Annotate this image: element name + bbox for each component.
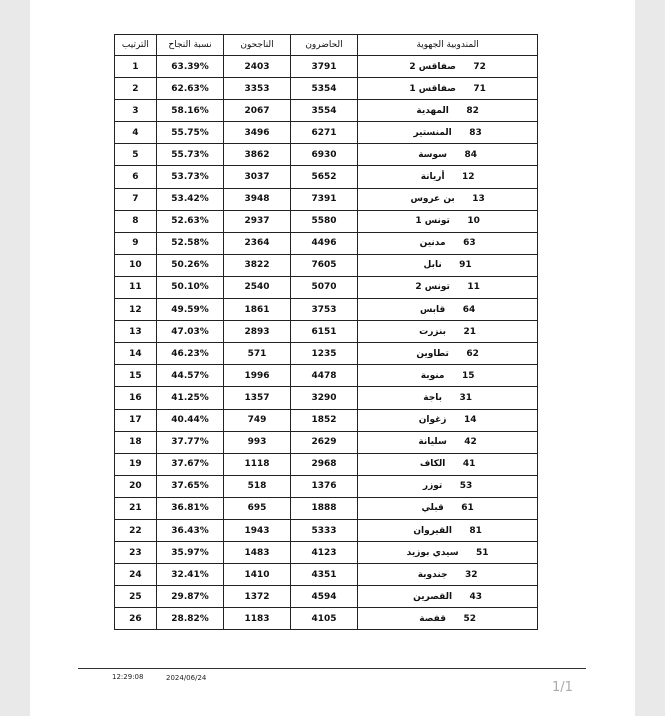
governorate-name: الكاف: [419, 459, 446, 470]
rate-cell: 44.57%: [156, 365, 224, 387]
present-cell: 3554: [290, 100, 358, 122]
governorate-code: 10: [467, 216, 480, 227]
governorate-cell: [358, 321, 538, 343]
rate-cell: 50.10%: [156, 276, 224, 298]
header-successful: الناجحون: [224, 35, 290, 56]
governorate-cell: [358, 387, 538, 409]
governorate-name: قفصة: [419, 613, 446, 624]
governorate-cell: [358, 519, 538, 541]
governorate-name: باجة: [423, 392, 442, 403]
governorate-cell: [358, 299, 538, 321]
governorate-name: نابل: [423, 260, 442, 271]
governorate-cell: [358, 254, 538, 276]
table-row: [115, 497, 538, 519]
rate-cell: 41.25%: [156, 387, 224, 409]
header-present: الحاضرون: [290, 35, 358, 56]
rate-cell: 53.73%: [156, 166, 224, 188]
rank-cell: 18: [115, 431, 157, 453]
rate-cell: 52.63%: [156, 210, 224, 232]
successful-cell: 1861: [224, 299, 290, 321]
governorate-code: 43: [469, 591, 483, 602]
governorate-name: سليانة: [418, 437, 447, 448]
rank-cell: 22: [115, 519, 157, 541]
present-cell: 7391: [290, 188, 358, 210]
table-row: [115, 254, 538, 276]
rate-cell: 29.87%: [156, 586, 224, 608]
rank-cell: 12: [115, 299, 157, 321]
rank-cell: 14: [115, 343, 157, 365]
successful-cell: 1118: [224, 453, 290, 475]
rate-cell: 37.65%: [156, 475, 224, 497]
table-row: [115, 299, 538, 321]
successful-cell: 3862: [224, 144, 290, 166]
governorate-name: المهدية: [416, 105, 449, 116]
governorate-name: سوسة: [418, 149, 448, 160]
table-row: [115, 276, 538, 298]
rank-cell: 23: [115, 542, 157, 564]
governorate-code: 11: [467, 282, 480, 293]
governorate-name: تونس 2: [415, 282, 450, 293]
governorate-name: مدنين: [419, 238, 446, 249]
rank-cell: 9: [115, 232, 157, 254]
rate-cell: 28.82%: [156, 608, 224, 630]
footer-date: 2024/06/24: [166, 674, 207, 682]
table-header-row: [115, 35, 538, 56]
governorate-cell: [358, 453, 538, 475]
header-rank: الترتيب: [115, 35, 157, 56]
rank-cell: 19: [115, 453, 157, 475]
governorate-code: 64: [462, 304, 476, 315]
governorate-code: 14: [463, 415, 477, 426]
governorate-code: 83: [469, 127, 482, 138]
present-cell: 1888: [290, 497, 358, 519]
present-cell: 4105: [290, 608, 358, 630]
rank-cell: 20: [115, 475, 157, 497]
governorate-name: زغوان: [418, 415, 447, 426]
governorate-cell: [358, 232, 538, 254]
successful-cell: 1183: [224, 608, 290, 630]
governorate-code: 51: [476, 547, 489, 558]
present-cell: 5652: [290, 166, 358, 188]
governorate-code: 12: [462, 172, 475, 183]
table-row: [115, 343, 538, 365]
header-rate: نسبة النجاح: [156, 35, 224, 56]
rate-cell: 40.44%: [156, 409, 224, 431]
table-row: [115, 564, 538, 586]
rank-cell: 15: [115, 365, 157, 387]
rank-cell: 7: [115, 188, 157, 210]
governorate-cell: [358, 542, 538, 564]
table-row: [115, 100, 538, 122]
successful-cell: 2540: [224, 276, 290, 298]
governorate-code: 15: [461, 370, 475, 381]
governorate-name: صفاقس 1: [409, 83, 456, 94]
table-row: [115, 144, 538, 166]
successful-cell: 3037: [224, 166, 290, 188]
governorate-code: 91: [459, 260, 472, 271]
rate-cell: 46.23%: [156, 343, 224, 365]
present-cell: 5354: [290, 78, 358, 100]
governorate-cell: [358, 188, 538, 210]
governorate-cell: [358, 365, 538, 387]
governorate-code: 71: [473, 83, 486, 94]
rank-cell: 2: [115, 78, 157, 100]
successful-cell: 2364: [224, 232, 290, 254]
governorate-cell: [358, 586, 538, 608]
governorate-code: 82: [466, 105, 479, 116]
rate-cell: 55.73%: [156, 144, 224, 166]
present-cell: 7605: [290, 254, 358, 276]
governorate-cell: [358, 100, 538, 122]
rank-cell: 4: [115, 122, 157, 144]
governorate-cell: [358, 78, 538, 100]
header-governorate: المندوبية الجهوية: [358, 35, 538, 56]
governorate-cell: [358, 166, 538, 188]
governorate-cell: [358, 122, 538, 144]
governorate-name: جندوبة: [417, 569, 448, 580]
governorate-code: 63: [463, 238, 476, 249]
rank-cell: 26: [115, 608, 157, 630]
governorate-cell: [358, 497, 538, 519]
governorate-cell: [358, 564, 538, 586]
governorate-name: قبلي: [421, 503, 444, 514]
results-table: [114, 34, 538, 630]
governorate-cell: [358, 144, 538, 166]
rate-cell: 55.75%: [156, 122, 224, 144]
rate-cell: 50.26%: [156, 254, 224, 276]
successful-cell: 3496: [224, 122, 290, 144]
governorate-code: 72: [473, 61, 486, 72]
footer-time: 12:29:08: [112, 673, 144, 681]
rate-cell: 62.63%: [156, 78, 224, 100]
present-cell: 4594: [290, 586, 358, 608]
governorate-name: تونس 1: [415, 216, 450, 227]
rank-cell: 13: [115, 321, 157, 343]
successful-cell: 1357: [224, 387, 290, 409]
table-row: [115, 387, 538, 409]
present-cell: 1235: [290, 343, 358, 365]
governorate-code: 21: [463, 326, 477, 337]
rank-cell: 3: [115, 100, 157, 122]
successful-cell: 749: [224, 409, 290, 431]
present-cell: 6271: [290, 122, 358, 144]
table-row: [115, 210, 538, 232]
successful-cell: 2937: [224, 210, 290, 232]
table-row: [115, 519, 538, 541]
rank-cell: 8: [115, 210, 157, 232]
governorate-cell: [358, 56, 538, 78]
rate-cell: 35.97%: [156, 542, 224, 564]
governorate-cell: [358, 343, 538, 365]
successful-cell: 695: [224, 497, 290, 519]
table-row: [115, 453, 538, 475]
governorate-name: بن عروس: [410, 194, 455, 205]
rate-cell: 37.67%: [156, 453, 224, 475]
rate-cell: 47.03%: [156, 321, 224, 343]
rate-cell: 32.41%: [156, 564, 224, 586]
governorate-name: أريانة: [420, 172, 445, 183]
table-body: [115, 56, 538, 630]
present-cell: 2968: [290, 453, 358, 475]
table-row: [115, 122, 538, 144]
rate-cell: 49.59%: [156, 299, 224, 321]
governorate-name: القيروان: [413, 525, 452, 536]
table-row: [115, 365, 538, 387]
governorate-code: 42: [464, 437, 477, 448]
present-cell: 1376: [290, 475, 358, 497]
governorate-code: 41: [462, 459, 476, 470]
governorate-code: 31: [459, 392, 472, 403]
successful-cell: 3822: [224, 254, 290, 276]
successful-cell: 1483: [224, 542, 290, 564]
successful-cell: 2403: [224, 56, 290, 78]
rank-cell: 5: [115, 144, 157, 166]
present-cell: 2629: [290, 431, 358, 453]
governorate-code: 13: [472, 194, 485, 205]
table-row: [115, 232, 538, 254]
rank-cell: 1: [115, 56, 157, 78]
rank-cell: 17: [115, 409, 157, 431]
present-cell: 4496: [290, 232, 358, 254]
present-cell: 4123: [290, 542, 358, 564]
governorate-name: سيدي بوزيد: [406, 547, 459, 558]
page-indicator: 1/1: [552, 680, 573, 695]
successful-cell: 1372: [224, 586, 290, 608]
rank-cell: 24: [115, 564, 157, 586]
governorate-name: توزر: [422, 481, 443, 492]
footer-divider: [78, 668, 586, 669]
present-cell: 5333: [290, 519, 358, 541]
present-cell: 5580: [290, 210, 358, 232]
governorate-code: 61: [461, 503, 474, 514]
successful-cell: 993: [224, 431, 290, 453]
table-row: [115, 321, 538, 343]
table-row: [115, 608, 538, 630]
successful-cell: 518: [224, 475, 290, 497]
present-cell: 3753: [290, 299, 358, 321]
successful-cell: 3948: [224, 188, 290, 210]
rank-cell: 6: [115, 166, 157, 188]
rank-cell: 25: [115, 586, 157, 608]
successful-cell: 2893: [224, 321, 290, 343]
successful-cell: 1943: [224, 519, 290, 541]
governorate-cell: [358, 608, 538, 630]
table-row: [115, 166, 538, 188]
governorate-cell: [358, 210, 538, 232]
table-row: [115, 475, 538, 497]
governorate-code: 81: [469, 525, 482, 536]
successful-cell: 2067: [224, 100, 290, 122]
successful-cell: 1410: [224, 564, 290, 586]
rate-cell: 52.58%: [156, 232, 224, 254]
governorate-cell: [358, 431, 538, 453]
governorate-code: 62: [466, 348, 479, 359]
present-cell: 3791: [290, 56, 358, 78]
present-cell: 4478: [290, 365, 358, 387]
document-page: [30, 0, 635, 716]
governorate-name: المنستير: [413, 127, 452, 138]
rank-cell: 16: [115, 387, 157, 409]
governorate-code: 53: [459, 481, 473, 492]
governorate-code: 84: [464, 149, 478, 160]
rank-cell: 10: [115, 254, 157, 276]
rank-cell: 21: [115, 497, 157, 519]
rate-cell: 36.81%: [156, 497, 224, 519]
governorate-name: صفاقس 2: [409, 61, 456, 72]
successful-cell: 1996: [224, 365, 290, 387]
present-cell: 6930: [290, 144, 358, 166]
present-cell: 4351: [290, 564, 358, 586]
present-cell: 1852: [290, 409, 358, 431]
table-row: [115, 78, 538, 100]
successful-cell: 3353: [224, 78, 290, 100]
successful-cell: 571: [224, 343, 290, 365]
governorate-cell: [358, 409, 538, 431]
governorate-code: 32: [464, 569, 478, 580]
governorate-name: منوبة: [420, 370, 445, 381]
governorate-code: 52: [463, 613, 476, 624]
governorate-cell: [358, 475, 538, 497]
rate-cell: 58.16%: [156, 100, 224, 122]
table-row: [115, 188, 538, 210]
table-row: [115, 409, 538, 431]
rate-cell: 36.43%: [156, 519, 224, 541]
rate-cell: 53.42%: [156, 188, 224, 210]
table-row: [115, 431, 538, 453]
governorate-name: بنزرت: [419, 326, 447, 337]
rate-cell: 63.39%: [156, 56, 224, 78]
table-row: [115, 586, 538, 608]
governorate-name: تطاوين: [416, 348, 449, 359]
governorate-cell: [358, 276, 538, 298]
table-row: [115, 542, 538, 564]
rate-cell: 37.77%: [156, 431, 224, 453]
governorate-name: قابس: [419, 304, 446, 315]
present-cell: 6151: [290, 321, 358, 343]
governorate-name: القصرين: [413, 591, 453, 602]
table-row: [115, 56, 538, 78]
rank-cell: 11: [115, 276, 157, 298]
present-cell: 5070: [290, 276, 358, 298]
present-cell: 3290: [290, 387, 358, 409]
